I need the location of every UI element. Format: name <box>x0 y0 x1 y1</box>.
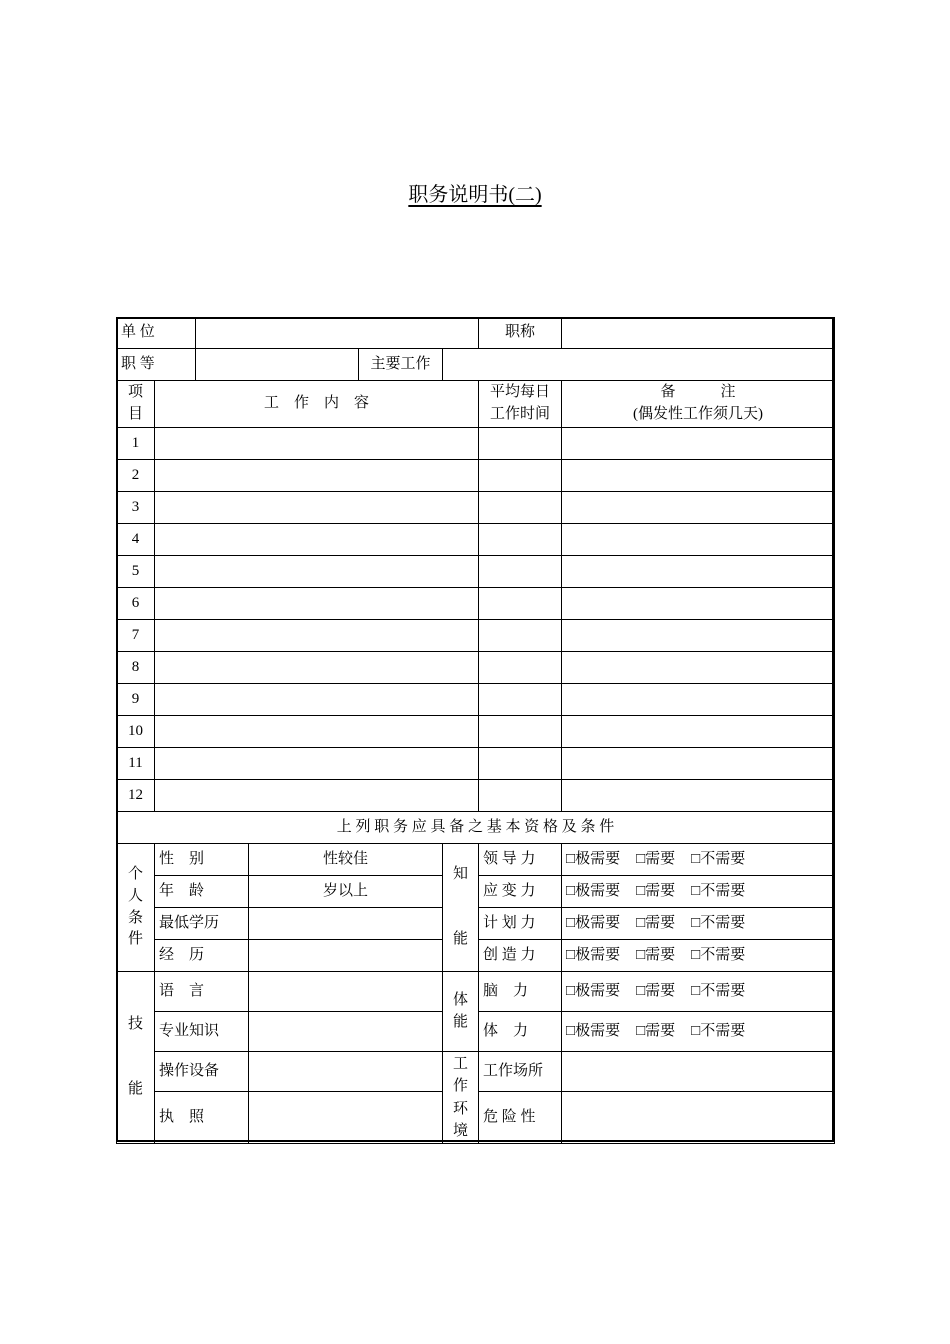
duty-remark-field[interactable] <box>562 684 835 716</box>
duty-time-field[interactable] <box>479 524 562 556</box>
title-field[interactable] <box>562 318 835 349</box>
creativity-label: 创 造 力 <box>479 940 562 972</box>
duty-row <box>117 716 835 748</box>
checkbox-critical[interactable]: □极需要 <box>566 1022 621 1039</box>
age-field[interactable]: 岁以上 <box>249 876 443 908</box>
duty-remark-field[interactable] <box>562 524 835 556</box>
checkbox-needed[interactable]: □需要 <box>636 946 676 963</box>
qualification-heading-row <box>117 812 835 844</box>
duty-time-field[interactable] <box>479 428 562 460</box>
row-number: 2 <box>117 460 155 492</box>
physical-ability-label: 体 能 <box>443 972 479 1052</box>
duty-row <box>117 460 835 492</box>
duty-remark-field[interactable] <box>562 588 835 620</box>
personal-conditions-label: 个 人 条 件 <box>117 844 155 972</box>
duty-time-field[interactable] <box>479 556 562 588</box>
duty-remark-field[interactable] <box>562 492 835 524</box>
checkbox-needed[interactable]: □需要 <box>636 982 676 999</box>
mental-strength-options[interactable] <box>562 972 835 1012</box>
row-number: 9 <box>117 684 155 716</box>
workplace-label: 工作场所 <box>479 1052 562 1092</box>
duty-time-field[interactable] <box>479 748 562 780</box>
document-title: 职务说明书(二) <box>408 184 542 206</box>
leadership-label: 领 导 力 <box>479 844 562 876</box>
leadership-options[interactable] <box>562 844 835 876</box>
checkbox-not-needed[interactable]: □不需要 <box>691 882 746 899</box>
header-row-grade <box>117 349 835 381</box>
work-environment-label: 工 作 环 境 <box>443 1052 479 1144</box>
gender-field[interactable]: 性较佳 <box>249 844 443 876</box>
duty-time-field[interactable] <box>479 652 562 684</box>
remark-column-header: 备 注 (偶发性工作须几天) <box>562 381 835 428</box>
duty-content-field[interactable] <box>155 460 479 492</box>
duty-content-field[interactable] <box>155 492 479 524</box>
duty-row <box>117 492 835 524</box>
planning-label: 计 划 力 <box>479 908 562 940</box>
expertise-field[interactable] <box>249 1012 443 1052</box>
duty-row <box>117 524 835 556</box>
duty-remark-field[interactable] <box>562 428 835 460</box>
skills-label: 技 能 <box>117 972 155 1144</box>
duty-remark-field[interactable] <box>562 716 835 748</box>
duty-remark-field[interactable] <box>562 556 835 588</box>
duty-content-field[interactable] <box>155 684 479 716</box>
row-number: 8 <box>117 652 155 684</box>
row-number: 7 <box>117 620 155 652</box>
gender-label: 性 别 <box>155 844 249 876</box>
duty-time-field[interactable] <box>479 620 562 652</box>
duty-content-field[interactable] <box>155 588 479 620</box>
duty-time-field[interactable] <box>479 716 562 748</box>
header-row-unit <box>117 318 835 349</box>
row-number: 12 <box>117 780 155 812</box>
personal-row <box>117 844 835 876</box>
duty-remark-field[interactable] <box>562 460 835 492</box>
duty-row <box>117 588 835 620</box>
unit-field[interactable] <box>196 318 479 349</box>
duty-remark-field[interactable] <box>562 652 835 684</box>
language-label: 语 言 <box>155 972 249 1012</box>
duty-time-field[interactable] <box>479 588 562 620</box>
qualification-heading: 上 列 职 务 应 具 备 之 基 本 资 格 及 条 件 <box>117 812 835 844</box>
workplace-field[interactable] <box>562 1052 835 1092</box>
duty-content-field[interactable] <box>155 748 479 780</box>
duty-content-field[interactable] <box>155 524 479 556</box>
duty-row <box>117 652 835 684</box>
duty-time-field[interactable] <box>479 684 562 716</box>
row-number: 6 <box>117 588 155 620</box>
duty-content-field[interactable] <box>155 652 479 684</box>
experience-field[interactable] <box>249 940 443 972</box>
main-work-label: 主要工作 <box>359 349 443 381</box>
job-description-form <box>116 317 835 1144</box>
experience-label: 经 历 <box>155 940 249 972</box>
creativity-options[interactable] <box>562 940 835 972</box>
duty-content-field[interactable] <box>155 428 479 460</box>
checkbox-critical[interactable]: □极需要 <box>566 882 621 899</box>
danger-label: 危 险 性 <box>479 1092 562 1144</box>
planning-options[interactable] <box>562 908 835 940</box>
mental-strength-label: 脑 力 <box>479 972 562 1012</box>
language-field[interactable] <box>249 972 443 1012</box>
duty-time-field[interactable] <box>479 460 562 492</box>
education-label: 最低学历 <box>155 908 249 940</box>
duty-content-field[interactable] <box>155 780 479 812</box>
checkbox-critical[interactable]: □极需要 <box>566 946 621 963</box>
row-number: 1 <box>117 428 155 460</box>
duty-time-field[interactable] <box>479 780 562 812</box>
knowledge-ability-label: 知 能 <box>443 844 479 972</box>
checkbox-needed[interactable]: □需要 <box>636 1022 676 1039</box>
duty-row <box>117 780 835 812</box>
education-field[interactable] <box>249 908 443 940</box>
duty-row <box>117 428 835 460</box>
grade-field[interactable] <box>196 349 359 381</box>
skills-row <box>117 1052 835 1092</box>
age-label: 年 龄 <box>155 876 249 908</box>
grade-label: 职 等 <box>117 349 196 381</box>
checkbox-not-needed[interactable]: □不需要 <box>691 1022 746 1039</box>
duty-remark-field[interactable] <box>562 748 835 780</box>
duty-remark-field[interactable] <box>562 620 835 652</box>
checkbox-not-needed[interactable]: □不需要 <box>691 850 746 867</box>
time-column-header: 平均每日 工作时间 <box>479 381 562 428</box>
duty-content-field[interactable] <box>155 620 479 652</box>
checkbox-not-needed[interactable]: □不需要 <box>691 914 746 931</box>
duty-time-field[interactable] <box>479 492 562 524</box>
row-number: 11 <box>117 748 155 780</box>
content-column-header: 工 作 内 容 <box>155 381 479 428</box>
row-number: 10 <box>117 716 155 748</box>
row-number: 4 <box>117 524 155 556</box>
title-label: 职称 <box>479 318 562 349</box>
checkbox-critical[interactable]: □极需要 <box>566 914 621 931</box>
checkbox-not-needed[interactable]: □不需要 <box>691 982 746 999</box>
duty-content-field[interactable] <box>155 556 479 588</box>
duty-row <box>117 620 835 652</box>
duty-content-field[interactable] <box>155 716 479 748</box>
checkbox-critical[interactable]: □极需要 <box>566 982 621 999</box>
checkbox-needed[interactable]: □需要 <box>636 850 676 867</box>
adaptability-label: 应 变 力 <box>479 876 562 908</box>
physical-strength-options[interactable] <box>562 1012 835 1052</box>
duty-remark-field[interactable] <box>562 780 835 812</box>
item-column-header: 项 目 <box>117 381 155 428</box>
checkbox-not-needed[interactable]: □不需要 <box>691 946 746 963</box>
duty-row <box>117 684 835 716</box>
license-field[interactable] <box>249 1092 443 1144</box>
checkbox-needed[interactable]: □需要 <box>636 914 676 931</box>
checkbox-critical[interactable]: □极需要 <box>566 850 621 867</box>
row-number: 3 <box>117 492 155 524</box>
license-label: 执 照 <box>155 1092 249 1144</box>
row-number: 5 <box>117 556 155 588</box>
danger-field[interactable] <box>562 1092 835 1144</box>
physical-strength-label: 体 力 <box>479 1012 562 1052</box>
unit-label: 单 位 <box>117 318 196 349</box>
skills-row <box>117 972 835 1012</box>
equipment-field[interactable] <box>249 1052 443 1092</box>
duty-row <box>117 748 835 780</box>
adaptability-options[interactable] <box>562 876 835 908</box>
duty-row <box>117 556 835 588</box>
duties-header-row <box>117 381 835 428</box>
checkbox-needed[interactable]: □需要 <box>636 882 676 899</box>
expertise-label: 专业知识 <box>155 1012 249 1052</box>
equipment-label: 操作设备 <box>155 1052 249 1092</box>
main-work-field[interactable] <box>443 349 835 381</box>
